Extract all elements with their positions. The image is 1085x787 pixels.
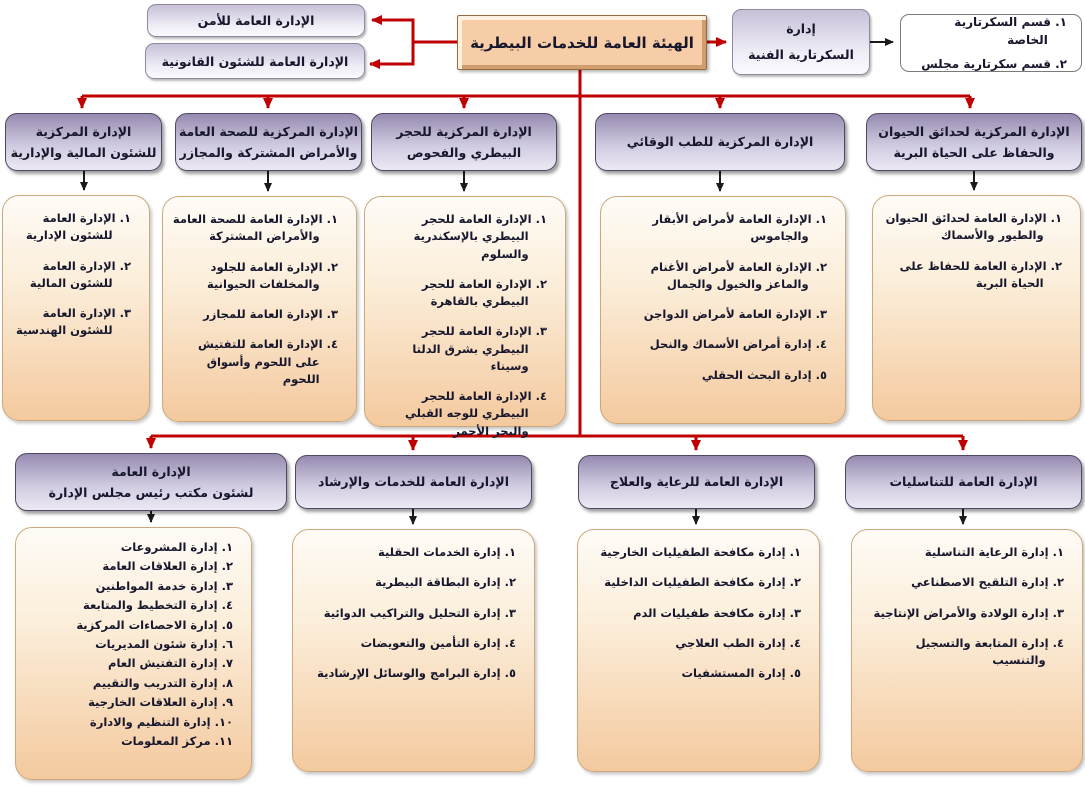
list-item: ٢. إدارة البطاقة البيطرية [375,575,516,590]
list-item: ٢. الإدارة العامة للحفاظ على الحياة البرية [899,258,1062,290]
list-item: ٣. الإدارة العامة للمجازر [203,307,338,321]
header-preventive-medicine [595,113,845,171]
node-label: الإدارة العامة للشئون القانونية [161,53,349,69]
list-item: ٧. إدارة التفتيش العام [108,656,233,671]
list-item: ٢. إدارة مكافحة الطفيليات الداخلية [604,575,801,590]
list-care-treatment [577,529,820,772]
list-item: ٤. إدارة التأمين والتعويضات [360,635,516,650]
list-item: ٣. إدارة مكافحة طفيليات الدم [633,605,801,620]
list-chairman-office [15,527,252,780]
header-label-line: الإدارة العامة للرعاية والعلاج [609,474,784,490]
header-label-line: للشئون المالية والإدارية [10,145,157,160]
list-item: ٢. الإدارة العامة لأمراض الأغنام والماعز والخيول والجمال [650,259,827,291]
list-item: ٢. إدارة التلقيح الاصطناعي [911,575,1064,590]
list-item: ٤. الإدارة العامة للتفتيش على اللحوم وأسواق اللحوم [198,337,338,386]
header-label-line: الإدارة المركزية [35,123,132,139]
header-services-guidance [295,455,532,509]
list-item: ١. إدارة المشروعات [120,540,233,554]
list-item: ١٠. إدارة التنظيم والادارة [89,714,233,729]
list-zoos-wildlife [872,195,1081,421]
header-zoos-wildlife [866,113,1082,171]
list-veterinary-quarantine [364,196,566,438]
node-technical-secretariat [732,9,870,75]
header-label-line: والحفاظ على الحياة البرية [893,145,1055,160]
list-item: ٣. إدارة التحليل والتراكيب الدوائية [323,605,516,620]
list-item: ٤. إدارة أمراض الأسماك والنحل [649,337,827,352]
list-item: ٤. الإدارة العامة للحجر البيطري للوجه القبلي والبحر الأحمر [405,389,547,438]
list-item: ٤. إدارة التخطيط والمتابعة [83,598,233,613]
list-item: ١. إدارة مكافحة الطفيليات الخارجية [600,545,801,559]
list-services-guidance [292,529,535,772]
list-item: ١. إدارة الخدمات الحقلية [378,545,516,559]
list-item: ١١. مركز المعلومات [121,733,233,748]
list-item: ٢. إدارة العلاقات العامة [102,559,233,574]
header-label-line: الإدارة المركزية لحدائق الحيوان [878,123,1070,139]
header-label-line: الإدارة المركزية للصحة العامة [178,123,359,139]
node-label: الإدارة العامة للأمن [197,13,315,28]
org-title: الهيئة العامة للخدمات البيطرية [470,33,694,52]
node-legal-affairs [145,43,365,79]
list-item: ١. الإدارة العامة للشئون الإدارية [25,211,131,243]
list-item: ٥. إدارة الاحصاءات المركزية [76,617,233,632]
list-item: ٨. إدارة التدريب والتقييم [92,675,233,690]
list-item: ٢. قسم سكرتارية مجلس [921,57,1067,71]
list-item: ١. الإدارة العامة للصحة العامة والأمراض المشتركة [172,212,338,244]
list-item: ١. قسم السكرتارية الخاصة [954,15,1067,47]
list-item: ٢. الإدارة العامة للحجر البيطري بالقاهرة [421,276,547,308]
header-label-line: الإدارة العامة للتناسليات [889,474,1038,490]
header-label-line: الإدارة العامة للخدمات والإرشاد [318,474,509,490]
header-chairman-office [15,453,287,511]
header-label-line: والأمراض المشتركة والمجازر [179,145,358,160]
list-item: ٥. إدارة البحث الحقلي [701,367,827,382]
list-preventive-medicine [600,196,846,424]
list-item: ٥. إدارة المستشفيات [681,666,801,680]
node-label-line: السكرتارية الفنية [748,47,854,62]
list-item: ٦. إدارة شئون المديريات [95,636,233,651]
list-item: ٣. إدارة الولادة والأمراض الإنتاجية [873,605,1064,620]
header-reproduction [845,455,1082,509]
header-label-line: الإدارة العامة [111,463,191,479]
list-item: ٣. الإدارة العامة لأمراض الدواجن [643,307,827,321]
node-security [147,4,365,37]
list-item: ٤. إدارة المتابعة والتسجيل والتنسيب [915,635,1064,667]
header-label-line: البيطري والفحوص [406,145,522,160]
list-item: ١. الإدارة العامة للحجر البيطري بالإسكندرية والسلوم [413,212,547,261]
header-veterinary-quarantine [371,113,557,171]
list-item: ٣. الإدارة العامة للحجر البيطري بشرق الدلتا وسيناء [412,324,547,373]
list-item: ٩. إدارة العلاقات الخارجية [88,695,233,710]
list-item: ١. إدارة الرعاية التناسلية [924,545,1064,559]
list-reproduction [851,529,1083,772]
header-financial-admin [5,113,162,171]
list-item: ١. الإدارة العامة لحدائق الحيوان والطيور والأسماك [885,211,1062,243]
header-label-line: الإدارة المركزية للحجر [396,123,532,139]
list-financial-admin [2,195,150,421]
node-label-line: إدارة [786,20,816,36]
list-item: ٤. إدارة الطب العلاجي [675,635,801,650]
header-public-health [175,113,362,171]
header-label-line: لشئون مكتب رئيس مجلس الإدارة [48,485,254,500]
secretariat-departments-list [900,14,1082,72]
list-item: ٣. إدارة خدمة المواطنين [95,578,233,593]
list-item: ٥. إدارة البرامج والوسائل الإرشادية [317,666,516,680]
root-node [457,15,707,70]
list-item: ٢. الإدارة العامة للشئون المالية [29,258,131,290]
list-item: ٣. الإدارة العامة للشئون الهندسية [16,306,131,338]
list-public-health [162,196,357,422]
list-item: ١. الإدارة العامة لأمراض الأبقار والجاموس [652,212,827,244]
list-item: ٢. الإدارة العامة للجلود والمخلفات الحيوانية [206,259,338,291]
header-label-line: الإدارة المركزية للطب الوقائي [626,134,814,150]
header-care-treatment [578,455,815,509]
